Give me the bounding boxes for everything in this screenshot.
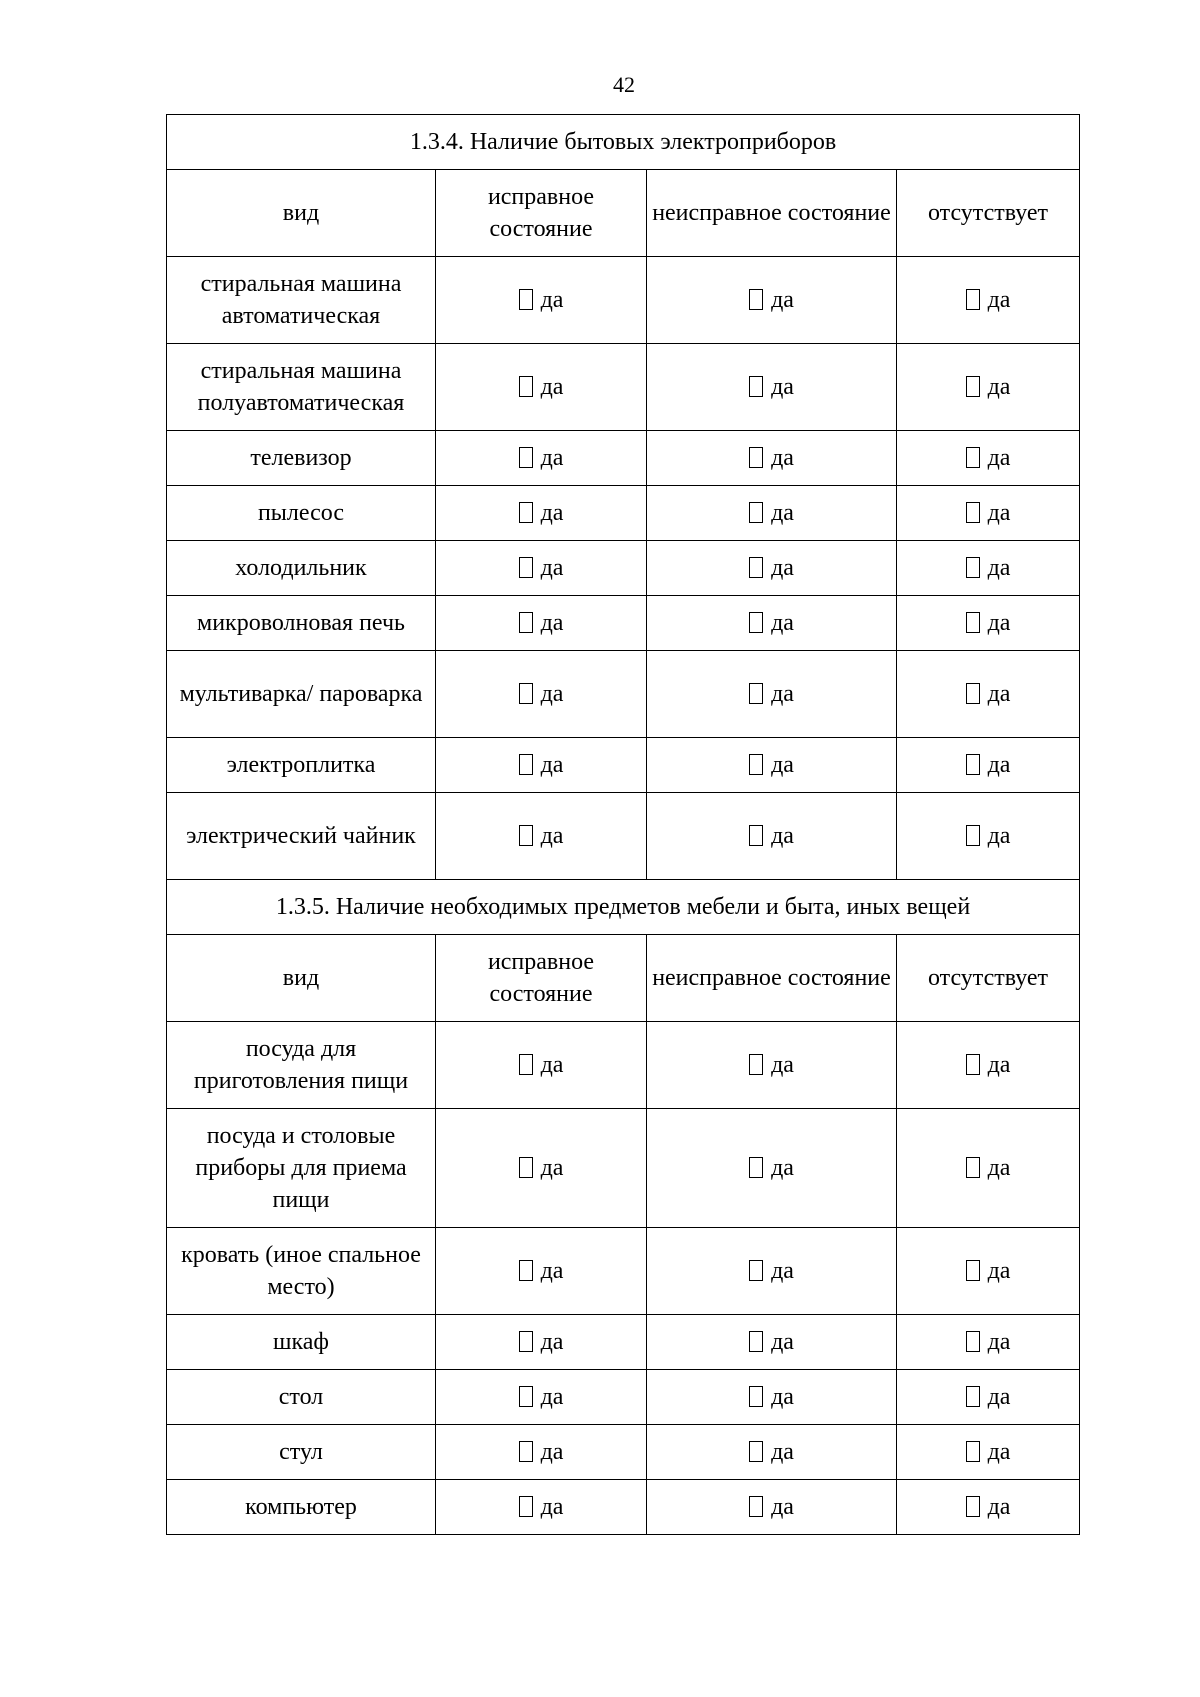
checkbox[interactable] (749, 1260, 763, 1281)
column-header-row (167, 170, 1080, 257)
item-name: посуда и столовые приборы для приема пищи (167, 1109, 436, 1228)
checkbox-label: да (540, 752, 564, 778)
checkbox-label: да (987, 1052, 1011, 1078)
checkbox-cell (436, 1480, 647, 1535)
checkbox[interactable] (519, 1260, 533, 1281)
checkbox-label: да (540, 555, 564, 581)
column-header: вид (167, 935, 436, 1022)
checkbox-cell (436, 1370, 647, 1425)
checkbox[interactable] (966, 289, 980, 310)
page-number: 42 (613, 72, 635, 97)
checkbox-label: да (987, 555, 1011, 581)
checkbox-cell (647, 738, 897, 793)
checkbox-cell (647, 1425, 897, 1480)
checkbox-label: да (540, 1384, 564, 1410)
checkbox-label: да (540, 1494, 564, 1520)
checkbox-label: да (987, 1384, 1011, 1410)
table-row (167, 596, 1080, 651)
checkbox-label: да (540, 1329, 564, 1355)
column-header-row (167, 935, 1080, 1022)
checkbox-cell (436, 344, 647, 431)
checkbox[interactable] (966, 557, 980, 578)
checkbox-label: да (540, 681, 564, 707)
checkbox-label: да (771, 823, 794, 849)
checkbox-label: да (540, 1258, 564, 1284)
checkbox-label: да (771, 1384, 794, 1410)
checkbox-cell (647, 486, 897, 541)
checkbox[interactable] (966, 1054, 980, 1075)
table-row (167, 1370, 1080, 1425)
section-title: 1.3.5. Наличие необходимых предметов мебели и быта, иных вещей (167, 880, 1080, 935)
checkbox-label: да (771, 752, 794, 778)
checkbox[interactable] (966, 1496, 980, 1517)
checkbox-label: да (987, 287, 1011, 313)
checkbox-cell (647, 1370, 897, 1425)
checkbox[interactable] (966, 754, 980, 775)
checkbox-cell (647, 1022, 897, 1109)
checkbox-cell (436, 738, 647, 793)
checkbox-label: да (771, 374, 794, 400)
checkbox-cell (897, 738, 1080, 793)
checkbox-label: да (771, 287, 794, 313)
checkbox-cell (436, 1022, 647, 1109)
checkbox[interactable] (749, 754, 763, 775)
table-row (167, 344, 1080, 431)
item-name: телевизор (167, 431, 436, 486)
checkbox[interactable] (749, 1496, 763, 1517)
checkbox[interactable] (966, 1441, 980, 1462)
checkbox[interactable] (749, 683, 763, 704)
checkbox-label: да (540, 610, 564, 636)
checkbox-label: да (771, 1329, 794, 1355)
checkbox[interactable] (966, 502, 980, 523)
item-name: стиральная машина полуавтоматическая (167, 344, 436, 431)
checkbox-cell (897, 1480, 1080, 1535)
checkbox-cell (897, 431, 1080, 486)
checkbox-label: да (540, 1155, 564, 1181)
checkbox-label: да (987, 1155, 1011, 1181)
checkbox-label: да (771, 1155, 794, 1181)
column-header: неисправное состояние (647, 935, 897, 1022)
checkbox-cell (436, 541, 647, 596)
table-row (167, 541, 1080, 596)
inventory-table (166, 114, 1080, 1535)
item-name: стул (167, 1425, 436, 1480)
checkbox-label: да (987, 1258, 1011, 1284)
checkbox-cell (436, 1425, 647, 1480)
checkbox-cell (897, 596, 1080, 651)
checkbox[interactable] (749, 447, 763, 468)
checkbox-cell (436, 1315, 647, 1370)
table-row (167, 257, 1080, 344)
checkbox[interactable] (749, 825, 763, 846)
checkbox-label: да (987, 374, 1011, 400)
checkbox-label: да (987, 1329, 1011, 1355)
checkbox[interactable] (749, 1157, 763, 1178)
table-row (167, 1022, 1080, 1109)
checkbox[interactable] (519, 289, 533, 310)
item-name: шкаф (167, 1315, 436, 1370)
checkbox-label: да (540, 374, 564, 400)
checkbox-cell (647, 596, 897, 651)
column-header: исправное состояние (436, 170, 647, 257)
checkbox-cell (436, 596, 647, 651)
checkbox-label: да (771, 1494, 794, 1520)
checkbox-cell (897, 486, 1080, 541)
checkbox-cell (647, 1109, 897, 1228)
checkbox[interactable] (749, 502, 763, 523)
checkbox[interactable] (519, 1496, 533, 1517)
section-title-row (167, 880, 1080, 935)
table-row (167, 738, 1080, 793)
column-header: вид (167, 170, 436, 257)
checkbox[interactable] (519, 612, 533, 633)
checkbox[interactable] (519, 557, 533, 578)
column-header: неисправное состояние (647, 170, 897, 257)
checkbox[interactable] (519, 376, 533, 397)
checkbox[interactable] (966, 825, 980, 846)
checkbox[interactable] (966, 1331, 980, 1352)
checkbox-cell (436, 793, 647, 880)
checkbox-label: да (540, 287, 564, 313)
checkbox[interactable] (966, 612, 980, 633)
checkbox-cell (436, 486, 647, 541)
table-row (167, 1109, 1080, 1228)
checkbox-cell (436, 431, 647, 486)
column-header: отсутствует (897, 935, 1080, 1022)
checkbox-label: да (540, 1439, 564, 1465)
checkbox-cell (436, 651, 647, 738)
checkbox-cell (647, 1480, 897, 1535)
checkbox[interactable] (749, 557, 763, 578)
checkbox-label: да (540, 500, 564, 526)
checkbox-label: да (540, 445, 564, 471)
table-row (167, 1480, 1080, 1535)
item-name: электрический чайник (167, 793, 436, 880)
section-title: 1.3.4. Наличие бытовых электроприборов (167, 115, 1080, 170)
table-row (167, 793, 1080, 880)
checkbox[interactable] (519, 754, 533, 775)
checkbox[interactable] (966, 1260, 980, 1281)
checkbox-cell (897, 1315, 1080, 1370)
item-name: стол (167, 1370, 436, 1425)
checkbox-cell (897, 1109, 1080, 1228)
checkbox-label: да (987, 610, 1011, 636)
item-name: пылесос (167, 486, 436, 541)
checkbox-label: да (771, 500, 794, 526)
checkbox-cell (897, 257, 1080, 344)
checkbox-cell (647, 793, 897, 880)
checkbox-label: да (987, 823, 1011, 849)
checkbox-label: да (987, 500, 1011, 526)
checkbox-label: да (987, 1439, 1011, 1465)
table-row (167, 1315, 1080, 1370)
checkbox-cell (647, 651, 897, 738)
inventory-table-body (167, 115, 1080, 1535)
checkbox-cell (897, 1022, 1080, 1109)
checkbox-label: да (771, 1052, 794, 1078)
checkbox[interactable] (749, 1441, 763, 1462)
checkbox[interactable] (966, 1157, 980, 1178)
checkbox-label: да (987, 445, 1011, 471)
checkbox[interactable] (519, 1054, 533, 1075)
column-header: исправное состояние (436, 935, 647, 1022)
checkbox-label: да (987, 1494, 1011, 1520)
table-row (167, 1228, 1080, 1315)
checkbox[interactable] (519, 683, 533, 704)
checkbox[interactable] (749, 612, 763, 633)
checkbox-label: да (771, 681, 794, 707)
checkbox[interactable] (749, 376, 763, 397)
checkbox-cell (897, 541, 1080, 596)
checkbox-label: да (771, 1439, 794, 1465)
table-row (167, 651, 1080, 738)
checkbox-label: да (987, 752, 1011, 778)
table-row (167, 1425, 1080, 1480)
checkbox[interactable] (519, 1386, 533, 1407)
checkbox[interactable] (749, 289, 763, 310)
checkbox-cell (647, 431, 897, 486)
checkbox-cell (436, 257, 647, 344)
column-header: отсутствует (897, 170, 1080, 257)
item-name: холодильник (167, 541, 436, 596)
checkbox-label: да (540, 823, 564, 849)
section-title-row (167, 115, 1080, 170)
checkbox-cell (897, 344, 1080, 431)
item-name: стиральная машина автоматическая (167, 257, 436, 344)
checkbox[interactable] (519, 825, 533, 846)
checkbox-cell (897, 1425, 1080, 1480)
checkbox[interactable] (966, 447, 980, 468)
checkbox[interactable] (519, 502, 533, 523)
table-row (167, 431, 1080, 486)
checkbox-cell (647, 1228, 897, 1315)
item-name: электроплитка (167, 738, 436, 793)
checkbox-cell (897, 651, 1080, 738)
item-name: компьютер (167, 1480, 436, 1535)
checkbox[interactable] (749, 1386, 763, 1407)
checkbox-cell (647, 257, 897, 344)
checkbox-cell (647, 344, 897, 431)
checkbox[interactable] (749, 1054, 763, 1075)
checkbox-cell (897, 793, 1080, 880)
item-name: кровать (иное спальное место) (167, 1228, 436, 1315)
checkbox-cell (647, 541, 897, 596)
item-name: мультиварка/ пароварка (167, 651, 436, 738)
item-name: посуда для приготовления пищи (167, 1022, 436, 1109)
checkbox-cell (897, 1370, 1080, 1425)
checkbox[interactable] (519, 447, 533, 468)
checkbox-cell (647, 1315, 897, 1370)
checkbox-label: да (771, 1258, 794, 1284)
checkbox[interactable] (519, 1331, 533, 1352)
item-name: микроволновая печь (167, 596, 436, 651)
checkbox[interactable] (749, 1331, 763, 1352)
checkbox[interactable] (519, 1441, 533, 1462)
checkbox-label: да (771, 555, 794, 581)
checkbox-label: да (771, 610, 794, 636)
checkbox-label: да (771, 445, 794, 471)
checkbox[interactable] (966, 1386, 980, 1407)
checkbox-label: да (540, 1052, 564, 1078)
checkbox[interactable] (519, 1157, 533, 1178)
table-row (167, 486, 1080, 541)
checkbox-cell (436, 1228, 647, 1315)
checkbox-cell (436, 1109, 647, 1228)
checkbox-label: да (987, 681, 1011, 707)
checkbox-cell (897, 1228, 1080, 1315)
checkbox[interactable] (966, 683, 980, 704)
checkbox[interactable] (966, 376, 980, 397)
